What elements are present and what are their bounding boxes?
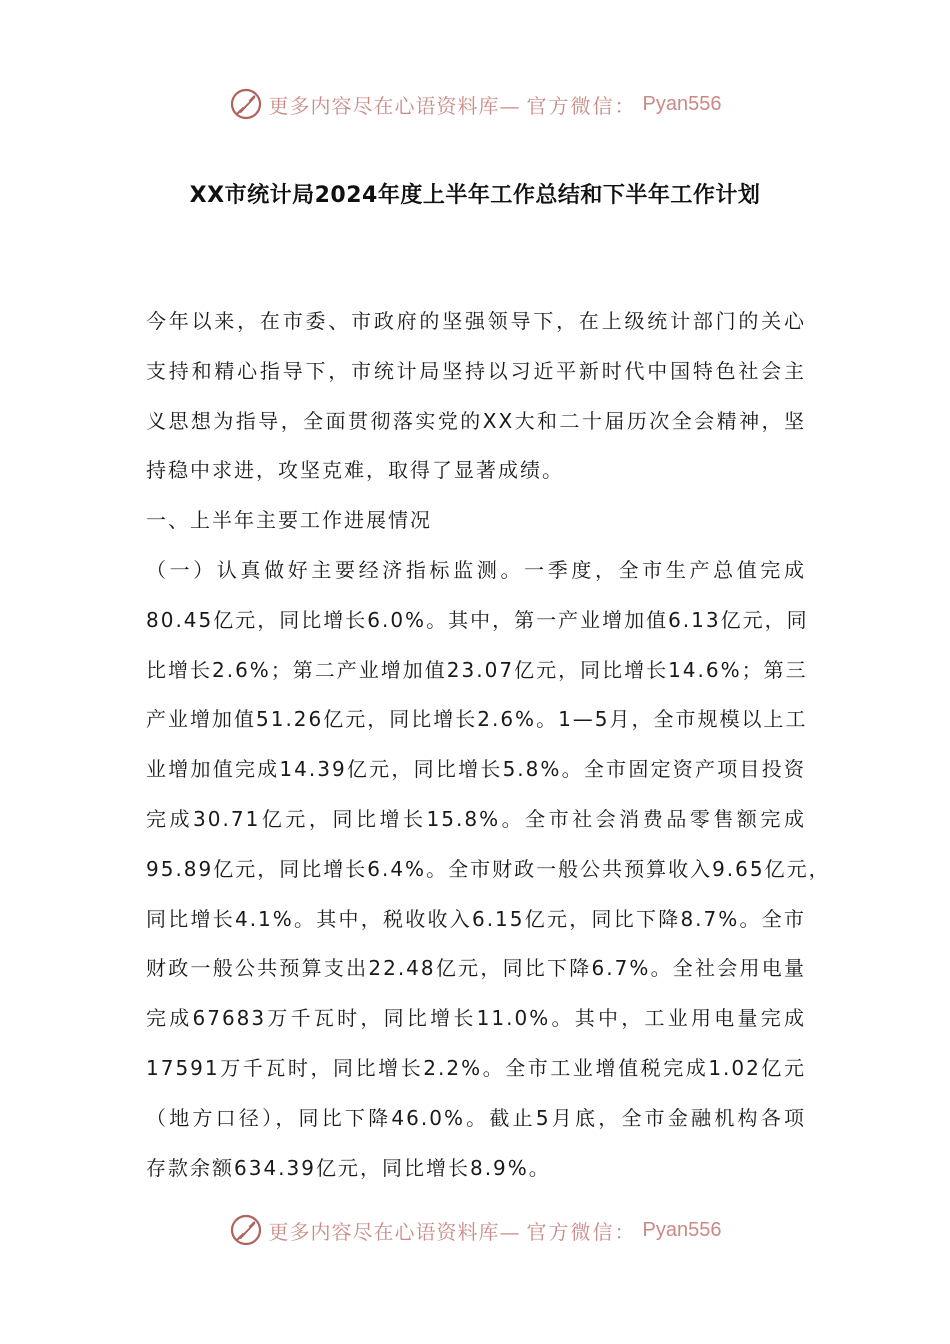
body-line: （地方口径），同比下降46.0%。截止5月底，全市金融机构各项 — [146, 1105, 806, 1130]
body-line: 存款余额634.39亿元，同比增长8.9%。 — [146, 1155, 551, 1180]
watermark-content — [229, 1213, 722, 1247]
body-line: 财政一般公共预算支出22.48亿元，同比下降6.7%。全社会用电量 — [146, 956, 806, 981]
quill-pen-logo-icon — [229, 87, 263, 121]
watermark-wechat-label: 官方微信： — [526, 93, 637, 118]
watermark-banner-top — [0, 82, 950, 126]
body-line: （一）认真做好主要经济指标监测。一季度，全市生产总值完成 — [146, 557, 806, 582]
body-line: 80.45亿元，同比增长6.0%。其中，第一产业增加值6.13亿元，同 — [146, 607, 809, 632]
section-heading: 一、上半年主要工作进展情况 — [146, 508, 432, 533]
watermark-site-text: 更多内容尽在心语资料库— — [268, 1219, 521, 1244]
body-line: 完成67683万千瓦时，同比增长11.0%。其中，工业用电量完成 — [146, 1006, 806, 1031]
body-line: 产业增加值51.26亿元，同比增长2.6%。1—5月，全市规模以上工 — [146, 707, 808, 732]
body-line: 95.89亿元，同比增长6.4%。全市财政一般公共预算收入9.65亿元， — [146, 856, 831, 881]
watermark-wechat-label: 官方微信： — [526, 1219, 637, 1244]
body-line: 支持和精心指导下，市统计局坚持以习近平新时代中国特色社会主 — [146, 358, 806, 383]
body-line: 今年以来，在市委、市政府的坚强领导下，在上级统计部门的关心 — [146, 309, 806, 333]
body-line: 比增长2.6%；第二产业增加值23.07亿元，同比增长14.6%；第三 — [146, 657, 808, 682]
body-line: 17591万千瓦时，同比增长2.2%。全市工业增值税完成1.02亿元 — [146, 1055, 806, 1080]
watermark-wechat-id: Pyan556 — [642, 1218, 722, 1241]
watermark-site-text: 更多内容尽在心语资料库— — [268, 93, 521, 118]
watermark-content — [229, 87, 722, 121]
document-title: XX市统计局2024年度上半年工作总结和下半年工作计划 — [189, 183, 761, 208]
body-line: 义思想为指导，全面贯彻落实党的XX大和二十届历次全会精神，坚 — [146, 408, 806, 433]
quill-pen-logo-icon — [229, 1213, 263, 1247]
body-line: 业增加值完成14.39亿元，同比增长5.8%。全市固定资产项目投资 — [146, 757, 806, 782]
document-body — [146, 297, 831, 1193]
body-line: 持稳中求进，攻坚克难，取得了显著成绩。 — [146, 458, 564, 483]
body-line: 同比增长4.1%。其中，税收收入6.15亿元，同比下降8.7%。全市 — [146, 906, 806, 931]
body-line: 完成30.71亿元，同比增长15.8%。全市社会消费品零售额完成 — [146, 806, 806, 831]
watermark-wechat-id: Pyan556 — [642, 92, 722, 115]
watermark-banner-bottom — [0, 1208, 950, 1252]
